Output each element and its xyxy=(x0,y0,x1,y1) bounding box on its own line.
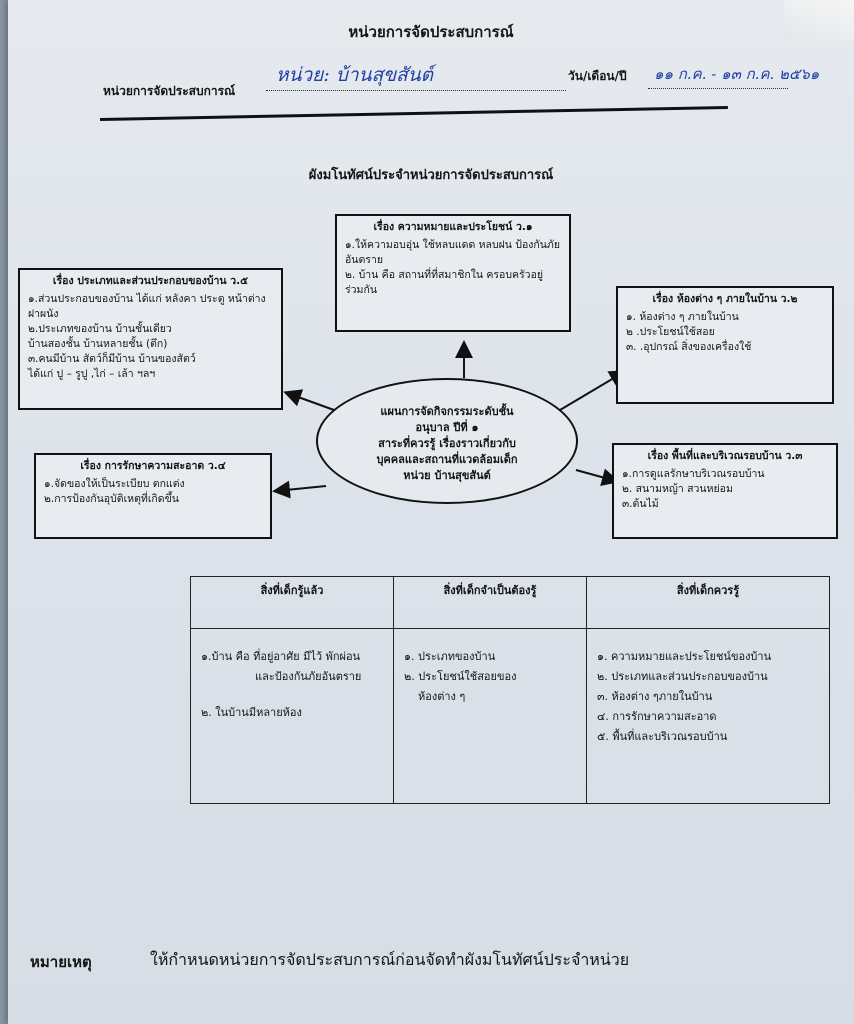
box-rooms-line: ๒ .ประโยชน์ใช้สอย xyxy=(626,326,715,338)
table-cell-should-know xyxy=(587,629,830,804)
center-line: หน่วย บ้านสุขสันต์ xyxy=(403,469,491,482)
box-surroundings-line: ๒. สนามหญ้า สวนหย่อม xyxy=(622,483,733,495)
table-header: สิ่งที่เด็กรู้แล้ว xyxy=(191,577,394,629)
box-surroundings-line: ๓.ต้นไม้ xyxy=(622,498,659,510)
unit-label: หน่วยการจัดประสบการณ์ xyxy=(103,84,236,98)
cell-line: ๑.บ้าน คือ ที่อยู่อาศัย มีไว้ พักผ่อน xyxy=(201,650,361,663)
knowledge-table xyxy=(190,576,830,804)
table-header: สิ่งที่เด็กควรรู้ xyxy=(587,577,830,629)
box-types-line: ได้แก่ ปู – รูปู ,ไก่ – เล้า ฯลฯ xyxy=(28,368,156,380)
box-surroundings-title: เรื่อง พื้นที่และบริเวณรอบบ้าน ว.๓ xyxy=(647,450,803,462)
table-cell-known xyxy=(191,629,394,804)
box-cleaning xyxy=(34,453,272,539)
date-label: วัน/เดือน/ปี xyxy=(568,69,627,83)
box-types-line: ๓.คนมีบ้าน สัตว์ก็มีบ้าน บ้านของสัตว์ xyxy=(28,353,196,365)
box-cleaning-title: เรื่อง การรักษาความสะอาด ว.๔ xyxy=(80,460,226,472)
table-row xyxy=(191,629,830,804)
note-text: ให้กำหนดหน่วยการจัดประสบการณ์ก่อนจัดทำผังมโนทัศน์ประจำหน่วย xyxy=(150,950,630,969)
box-meaning xyxy=(335,214,571,332)
box-surroundings xyxy=(612,443,838,539)
table-header-row xyxy=(191,577,830,629)
box-meaning-line: ๒. บ้าน คือ สถานที่ที่สมาชิกใน ครอบครัวอยู่ร่วมกัน xyxy=(345,269,544,296)
unit-handwritten: หน่วย: บ้านสุขสันต์ xyxy=(276,64,433,86)
cell-line: และป้องกันภัยอันตราย xyxy=(255,670,362,683)
cell-line: ๓. ห้องต่าง ๆภายในบ้าน xyxy=(597,690,713,703)
box-cleaning-line: ๑.จัดของให้เป็นระเบียบ ตกแต่ง xyxy=(44,478,185,490)
document-title: หน่วยการจัดประสบการณ์ xyxy=(348,23,514,41)
cell-line: ๑. ความหมายและประโยชน์ของบ้าน xyxy=(597,650,772,663)
box-types-title: เรื่อง ประเภทและส่วนประกอบของบ้าน ว.๕ xyxy=(52,275,249,287)
date-handwritten: ๑๑ ก.ค. - ๑๓ ก.ค. ๒๕๖๑ xyxy=(654,65,820,83)
box-types-line: ๒.ประเภทของบ้าน บ้านชั้นเดียว xyxy=(28,323,172,335)
table-header: สิ่งที่เด็กจำเป็นต้องรู้ xyxy=(394,577,587,629)
box-types-line: ๑.ส่วนประกอบของบ้าน ได้แก่ หลังคา ประตู หน้าต่าง ฝาผนัง xyxy=(28,293,266,320)
cell-line: ๒. ประเภทและส่วนประกอบของบ้าน xyxy=(597,670,768,683)
cell-line: ๕. พื้นที่และบริเวณรอบบ้าน xyxy=(597,730,728,743)
box-rooms-title: เรื่อง ห้องต่าง ๆ ภายในบ้าน ว.๒ xyxy=(652,293,798,305)
box-types-line: บ้านสองชั้น บ้านหลายชั้น (ตึก) xyxy=(28,338,168,350)
box-surroundings-line: ๑.การดูแลรักษาบริเวณรอบบ้าน xyxy=(622,468,765,480)
center-line: สาระที่ควรรู้ เรื่องราวเกี่ยวกับ xyxy=(378,437,516,450)
box-rooms-line: ๑. ห้องต่าง ๆ ภายในบ้าน xyxy=(626,311,739,323)
cell-line: ๒. ในบ้านมีหลายห้อง xyxy=(201,706,302,719)
center-line: แผนการจัดกิจกรรมระดับชั้น xyxy=(380,405,514,418)
box-meaning-title: เรื่อง ความหมายและประโยชน์ ว.๑ xyxy=(373,221,533,233)
cell-line: ห้องต่าง ๆ xyxy=(418,690,466,703)
cell-line: ๑. ประเภทของบ้าน xyxy=(404,650,496,663)
arrow-to-left-bottom xyxy=(276,486,326,491)
box-meaning-line: ๑.ให้ความอบอุ่น ใช้หลบแดด หลบฝน ป้องกันภัยอันตราย xyxy=(345,239,560,266)
center-line: อนุบาล ปีที่ ๑ xyxy=(415,421,479,434)
center-ellipse xyxy=(316,378,578,504)
table-cell-must-know xyxy=(394,629,587,804)
box-rooms-line: ๓. .อุปกรณ์ สิ่งของเครื่องใช้ xyxy=(626,341,752,353)
cell-line: ๒. ประโยชน์ใช้สอยของ xyxy=(404,670,517,683)
note-label: หมายเหตุ xyxy=(30,953,92,971)
box-rooms xyxy=(616,286,834,404)
center-line: บุคคลและสถานที่แวดล้อมเด็ก xyxy=(376,453,518,466)
cell-line: ๔. การรักษาความสะอาด xyxy=(597,710,717,723)
box-types xyxy=(18,268,283,410)
box-cleaning-line: ๒.การป้องกันอุบัติเหตุที่เกิดขึ้น xyxy=(44,493,179,505)
diagram-subtitle: ผังมโนทัศน์ประจำหน่วยการจัดประสบการณ์ xyxy=(308,168,554,183)
arrow-to-right-bottom xyxy=(576,470,616,481)
